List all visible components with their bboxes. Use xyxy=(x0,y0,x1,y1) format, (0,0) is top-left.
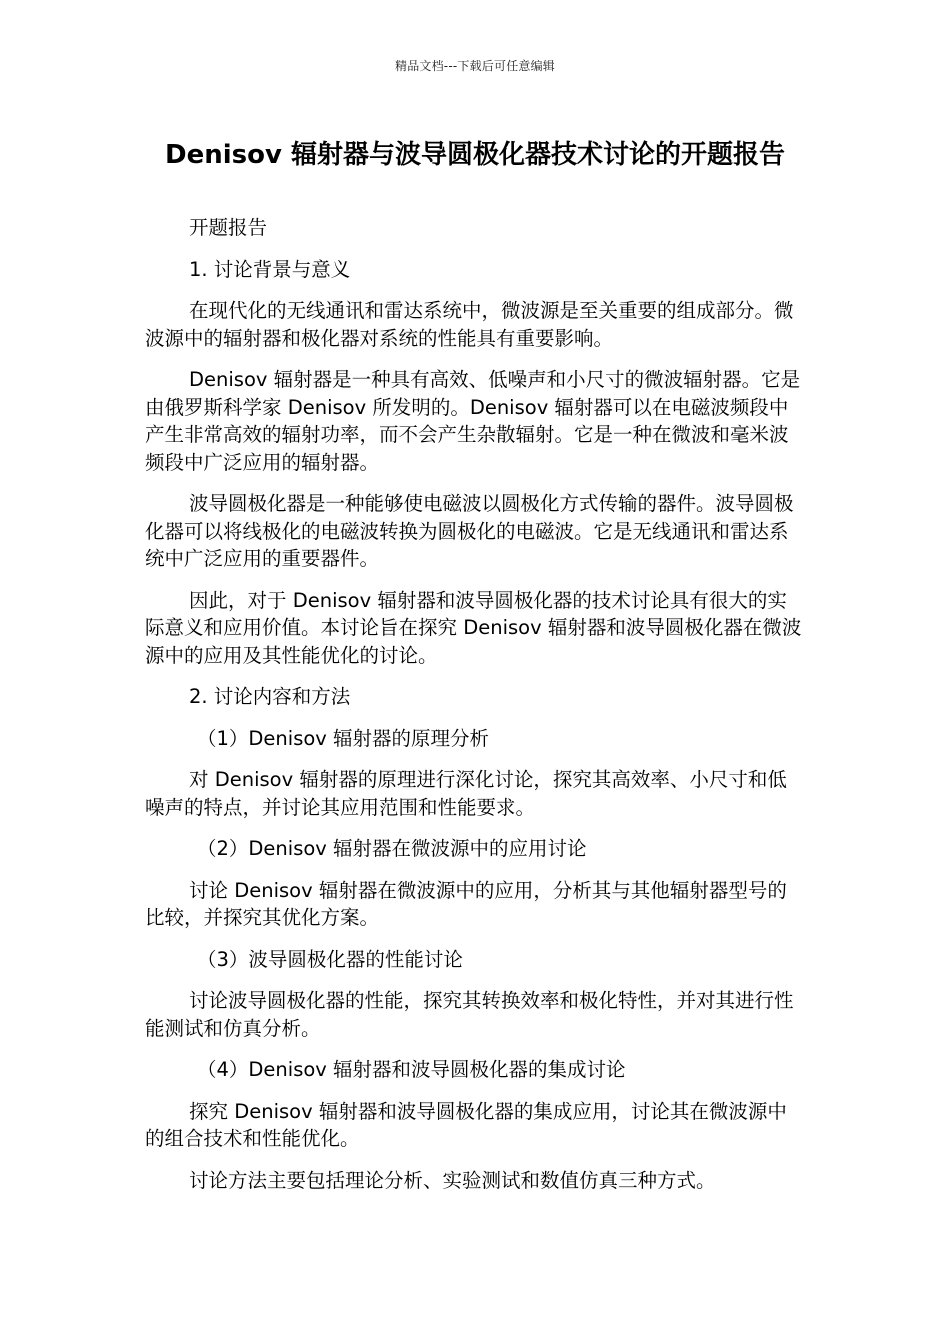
body-paragraph: Denisov 辐射器是一种具有高效、低噪声和小尺寸的微波辐射器。它是由俄罗斯科学家 Denisov 所发明的。Denisov 辐射器可以在电磁波频段中产生非常高效的辐射功率，而不会产生杂散辐射。它是一种在微波和毫米波频段中广泛应用的辐射器。 xyxy=(145,368,801,474)
body-paragraph: 讨论 Denisov 辐射器在微波源中的应用，分析其与其他辐射器型号的比较，并探究其优化方案。 xyxy=(145,878,787,929)
body-paragraph: 因此，对于 Denisov 辐射器和波导圆极化器的技术讨论具有很大的实际意义和应用价值。本讨论旨在探究 Denisov 辐射器和波导圆极化器在微波源中的应用及其性能优化的讨论。 xyxy=(145,588,802,667)
subsection-heading: （3）波导圆极化器的性能讨论 xyxy=(197,947,463,971)
body-paragraph: 在现代化的无线通讯和雷达系统中，微波源是至关重要的组成部分。微波源中的辐射器和极化器对系统的性能具有重要影响。 xyxy=(145,299,794,350)
body-paragraph: 对 Denisov 辐射器的原理进行深化讨论，探究其高效率、小尺寸和低噪声的特点，并讨论其应用范围和性能要求。 xyxy=(145,768,787,819)
body-paragraph: 探究 Denisov 辐射器和波导圆极化器的集成应用，讨论其在微波源中的组合技术和性能优化。 xyxy=(145,1099,787,1150)
header-note: 精品文档---下载后可任意编辑 xyxy=(395,59,555,73)
section-heading: 2. 讨论内容和方法 xyxy=(189,685,351,708)
document-title: Denisov 辐射器与波导圆极化器技术讨论的开题报告 xyxy=(165,140,785,170)
subsection-heading: （1）Denisov 辐射器的原理分析 xyxy=(197,726,490,750)
section-label: 开题报告 xyxy=(189,216,268,239)
document-body xyxy=(145,214,805,1208)
body-paragraph: 讨论波导圆极化器的性能，探究其转换效率和极化特性，并对其进行性能测试和仿真分析。 xyxy=(145,989,794,1040)
body-paragraph: 波导圆极化器是一种能够使电磁波以圆极化方式传输的器件。波导圆极化器可以将线极化的电磁波转换为圆极化的电磁波。它是无线通讯和雷达系统中广泛应用的重要器件。 xyxy=(145,492,794,570)
subsection-heading: （4）Denisov 辐射器和波导圆极化器的集成讨论 xyxy=(197,1058,626,1081)
body-paragraph: 讨论方法主要包括理论分析、实验测试和数值仿真三种方式。 xyxy=(189,1168,716,1192)
section-heading: 1. 讨论背景与意义 xyxy=(189,257,351,281)
subsection-heading: （2）Denisov 辐射器在微波源中的应用讨论 xyxy=(197,837,587,860)
